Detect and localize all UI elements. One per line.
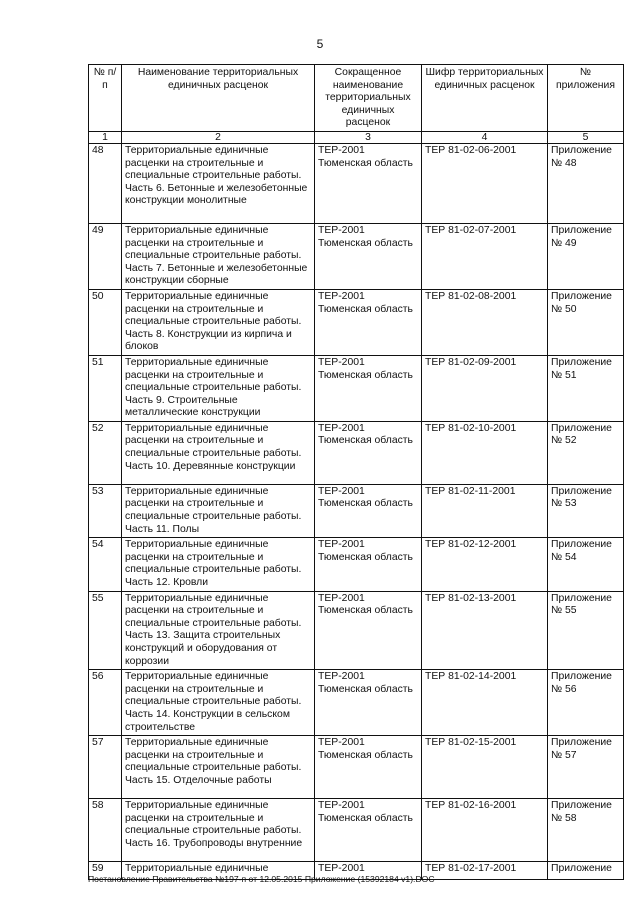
rate-code: ТЕР 81-02-06-2001: [422, 143, 548, 223]
rate-code: ТЕР 81-02-08-2001: [422, 289, 548, 355]
rate-short-name: ТЕР-2001 Тюменская область: [315, 670, 422, 736]
page-number: 5: [316, 37, 324, 51]
appendix-number: Приложение № 48: [548, 143, 624, 223]
table-row: [89, 736, 624, 799]
rate-short-name: ТЕР-2001 Тюменская область: [315, 355, 422, 421]
table-row: [89, 591, 624, 670]
rate-code: ТЕР 81-02-11-2001: [422, 484, 548, 537]
header-short-name: Сокращенное наименование территориальных единичных расценок: [315, 65, 422, 132]
table-row: [89, 538, 624, 591]
row-number: 48: [89, 143, 122, 223]
rate-short-name: ТЕР-2001 Тюменская область: [315, 736, 422, 799]
row-number: 51: [89, 355, 122, 421]
row-number: 55: [89, 591, 122, 670]
rate-code: ТЕР 81-02-10-2001: [422, 421, 548, 484]
document-footer: Постановление Правительства №197-п от 12.05.2015 Приложение (15392184 v1).DOC: [88, 874, 435, 884]
rate-code: ТЕР 81-02-07-2001: [422, 223, 548, 289]
header-name: Наименование территориальных единичных расценок: [122, 65, 315, 132]
header-number: № п/п: [89, 65, 122, 132]
appendix-number: Приложение № 55: [548, 591, 624, 670]
row-number: 58: [89, 799, 122, 862]
row-number: 49: [89, 223, 122, 289]
rate-name: Территориальные единичные расценки на строительные и специальные строительные работы. Часть 16. Трубопроводы внутренние: [122, 799, 315, 862]
rate-name: Территориальные единичные расценки на строительные и специальные строительные работы. Часть 12. Кровли: [122, 538, 315, 591]
table-row: [89, 484, 624, 537]
column-number: 1: [89, 131, 122, 143]
rate-code: ТЕР 81-02-15-2001: [422, 736, 548, 799]
rate-name: Территориальные единичные расценки на строительные и специальные строительные работы. Часть 13. Защита строительных конструкций и оборудования от коррозии: [122, 591, 315, 670]
table-body: [89, 143, 624, 879]
table-row: [89, 670, 624, 736]
rate-code: ТЕР 81-02-12-2001: [422, 538, 548, 591]
row-number: 59: [89, 862, 122, 880]
appendix-number: Приложение № 52: [548, 421, 624, 484]
appendix-number: Приложение № 49: [548, 223, 624, 289]
row-number: 53: [89, 484, 122, 537]
rate-name: Территориальные единичные расценки на строительные и специальные строительные работы. Часть 15. Отделочные работы: [122, 736, 315, 799]
rate-short-name: ТЕР-2001 Тюменская область: [315, 538, 422, 591]
rate-code: ТЕР 81-02-17-2001: [422, 862, 548, 880]
column-number: 2: [122, 131, 315, 143]
rate-name: Территориальные единичные расценки на строительные и специальные строительные работы. Часть 8. Конструкции из кирпича и блоков: [122, 289, 315, 355]
rate-name: Территориальные единичные расценки на строительные и специальные строительные работы. Часть 10. Деревянные конструкции: [122, 421, 315, 484]
rate-code: ТЕР 81-02-14-2001: [422, 670, 548, 736]
rate-name: Территориальные единичные: [122, 862, 315, 880]
header-appendix: № приложения: [548, 65, 624, 132]
rate-short-name: ТЕР-2001 Тюменская область: [315, 591, 422, 670]
appendix-number: Приложение № 56: [548, 670, 624, 736]
rate-short-name: ТЕР-2001: [315, 862, 422, 880]
row-number: 50: [89, 289, 122, 355]
column-number: 3: [315, 131, 422, 143]
rate-short-name: ТЕР-2001 Тюменская область: [315, 223, 422, 289]
rate-short-name: ТЕР-2001 Тюменская область: [315, 484, 422, 537]
table-row: [89, 799, 624, 862]
table-row: [89, 223, 624, 289]
appendix-number: Приложение № 51: [548, 355, 624, 421]
appendix-number: Приложение № 57: [548, 736, 624, 799]
rates-table: [88, 64, 624, 880]
rate-name: Территориальные единичные расценки на строительные и специальные строительные работы. Часть 9. Строительные металлические конструкции: [122, 355, 315, 421]
row-number: 56: [89, 670, 122, 736]
header-row: [89, 65, 624, 132]
appendix-number: Приложение: [548, 862, 624, 880]
table-row: [89, 143, 624, 223]
row-number: 57: [89, 736, 122, 799]
rate-short-name: ТЕР-2001 Тюменская область: [315, 421, 422, 484]
table-row: [89, 355, 624, 421]
row-number: 54: [89, 538, 122, 591]
appendix-number: Приложение № 54: [548, 538, 624, 591]
row-number: 52: [89, 421, 122, 484]
rate-short-name: ТЕР-2001 Тюменская область: [315, 143, 422, 223]
rate-code: ТЕР 81-02-13-2001: [422, 591, 548, 670]
header-code: Шифр территориальных единичных расценок: [422, 65, 548, 132]
table-row: [89, 421, 624, 484]
rate-code: ТЕР 81-02-09-2001: [422, 355, 548, 421]
column-number: 4: [422, 131, 548, 143]
rate-code: ТЕР 81-02-16-2001: [422, 799, 548, 862]
appendix-number: Приложение № 50: [548, 289, 624, 355]
table-row: [89, 289, 624, 355]
rate-name: Территориальные единичные расценки на строительные и специальные строительные работы. Часть 11. Полы: [122, 484, 315, 537]
rate-short-name: ТЕР-2001 Тюменская область: [315, 799, 422, 862]
appendix-number: Приложение № 53: [548, 484, 624, 537]
appendix-number: Приложение № 58: [548, 799, 624, 862]
rate-name: Территориальные единичные расценки на строительные и специальные строительные работы. Часть 6. Бетонные и железобетонные конструкции монолитные: [122, 143, 315, 223]
column-number: 5: [548, 131, 624, 143]
rate-name: Территориальные единичные расценки на строительные и специальные строительные работы. Часть 7. Бетонные и железобетонные конструкции сборные: [122, 223, 315, 289]
column-number-row: [89, 131, 624, 143]
rate-short-name: ТЕР-2001 Тюменская область: [315, 289, 422, 355]
rate-name: Территориальные единичные расценки на строительные и специальные строительные работы. Часть 14. Конструкции в сельском строительстве: [122, 670, 315, 736]
